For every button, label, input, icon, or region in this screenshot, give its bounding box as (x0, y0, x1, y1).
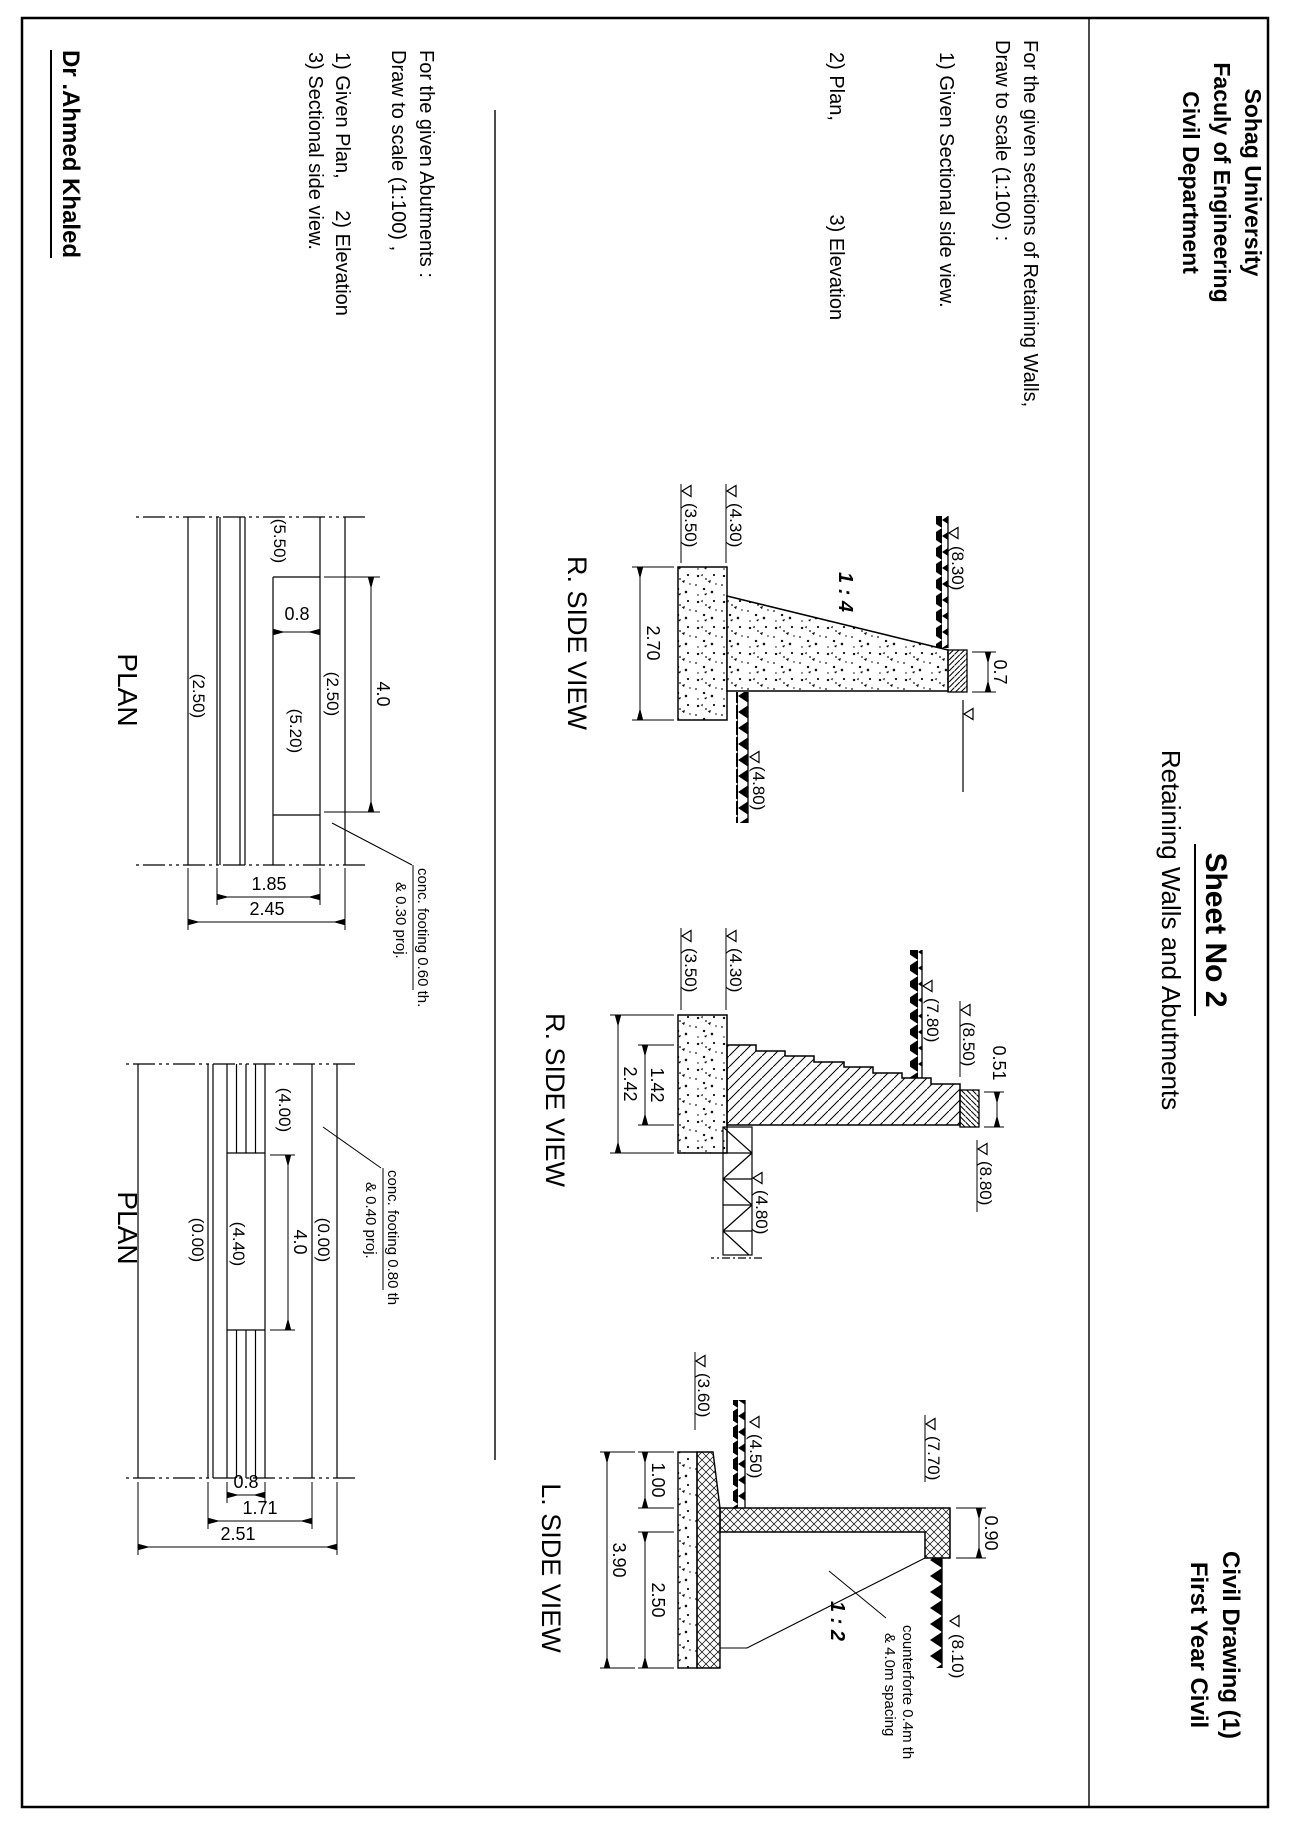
fig3-dim-toe: 1.00 (648, 1462, 668, 1498)
level-marker-icon (682, 486, 691, 497)
plan1-dim-stem: 0.8 (284, 604, 310, 624)
plan2-label4: (0.00) (188, 1217, 207, 1263)
fig1-dim-height: 2.70 (643, 625, 663, 661)
level-marker-icon (696, 1356, 705, 1367)
plan2-note (323, 1127, 401, 1305)
plan2-lines (125, 1064, 355, 1478)
sheet-title: Retaining Walls and Abutments (1156, 749, 1186, 1111)
fig3-level-ground-left: (4.50) (746, 1434, 765, 1479)
level-marker-icon (753, 1173, 762, 1184)
level-marker-icon (727, 486, 736, 497)
fig2-footing (678, 1015, 727, 1153)
plan1-note-line1: conc. footing 0.60 th. (414, 868, 431, 1008)
plan1-dim-wall: 1.85 (251, 874, 287, 894)
fig3-level-wall-top: (7.70) (924, 1436, 943, 1481)
fig3-level-footing: (3.60) (694, 1373, 713, 1418)
level-marker-icon (964, 709, 973, 720)
task-abutments-items12 (328, 52, 356, 316)
signature: Dr .Ahmed Khaled (50, 50, 84, 258)
faculty-name: Faculy of Engineering (1209, 62, 1235, 303)
plan2-title: PLAN (112, 1191, 143, 1265)
task-walls-item3: 3) Elevation (825, 214, 847, 321)
fig2-level-bottom: (3.50) (681, 948, 700, 993)
fig3-rc-footing (697, 1452, 720, 1668)
fig3-dim-heel: 2.50 (648, 1582, 668, 1618)
fig3-dim-cap: 0.90 (981, 1515, 1001, 1551)
task-abutments-intro (384, 50, 440, 278)
fig2-dim-stem: 1.42 (647, 1067, 667, 1103)
plan2-label3: (4.40) (229, 1221, 248, 1267)
sheet-number: Sheet No 2 (1194, 844, 1232, 1015)
task-abutments-item1: 1) Given Plan, (331, 52, 353, 179)
fig2-level-ground-left: (7.80) (923, 998, 942, 1043)
fig2-title: R. SIDE VIEW (540, 1012, 570, 1188)
plan2-dim-footing2: 2.51 (220, 1524, 256, 1544)
fig1-dim-cap: 0.7 (990, 659, 1010, 685)
level-marker-icon (961, 1005, 970, 1016)
fig2-dim-base: 2.42 (620, 1066, 640, 1102)
fig2-ground (910, 950, 922, 1078)
course-year: First Year Civil (1185, 1561, 1212, 1729)
level-marker-icon (682, 931, 691, 942)
plan1-dim-opening: 4.0 (373, 681, 393, 707)
plan1-dim-footing: 2.45 (249, 899, 285, 919)
task-walls-item2: 2) Plan, (825, 52, 847, 121)
task-abutments-line1: For the given Abutments : (415, 50, 437, 278)
fig3-plain-footing (678, 1452, 697, 1668)
course-name: Civil Drawing (1) (1217, 1550, 1244, 1740)
plan2-note-line1: conc. footing 0.80 th (384, 1170, 401, 1306)
level-marker-icon (727, 931, 736, 942)
plan1-label1: (5.50) (270, 518, 289, 564)
fig1-title: R. SIDE VIEW (562, 555, 592, 731)
level-marker-icon (750, 752, 759, 763)
fig1-slope-label: 1 : 4 (834, 571, 856, 613)
fig1-gravity-wall-section (562, 484, 1010, 823)
task-walls-line1: For the given sections of Retaining Walls, (1019, 40, 1041, 408)
task-walls-intro (988, 40, 1044, 407)
task-walls-items23 (822, 52, 850, 320)
task-abutments-item2: 2) Elevation (331, 210, 353, 316)
fig1-level-top: (4.30) (726, 503, 745, 548)
fig3-slope-label: 1 : 2 (826, 1600, 848, 1642)
fig2-cap (960, 1090, 979, 1127)
fig2-level-wing: (4.80) (752, 1190, 771, 1235)
fig2-stepped-wall-section (540, 928, 1009, 1258)
fig3-level-ground-right: (8.10) (948, 1634, 967, 1679)
plan1-label3: (5.20) (286, 708, 305, 754)
plan2-dim-stem: 0.8 (233, 1472, 259, 1492)
plan2-label1: (4.00) (275, 1087, 294, 1133)
fig2-dim-cap: 0.51 (989, 1045, 1009, 1081)
fig3-counterfort-wall-section (536, 1352, 1001, 1759)
title-block-university (1175, 40, 1268, 325)
plan1-label4: (2.50) (189, 673, 208, 719)
fig1-footing (678, 567, 727, 720)
task-walls-line2: Draw to scale (1:100) : (991, 40, 1013, 242)
fig2-wall (727, 1045, 960, 1125)
fig3-note-line1: counterforte 0.4m th (899, 1625, 916, 1760)
task-walls-item1: 1) Given Sectional side view. (935, 52, 957, 308)
plan1-note (332, 823, 431, 1007)
university-name: Sohag University (1240, 88, 1266, 277)
plan2-dimensions (138, 1155, 337, 1555)
level-marker-icon (923, 981, 932, 992)
fig1-cap (948, 650, 967, 692)
task-abutments-line2: Draw to scale (1:100) , (387, 50, 409, 252)
plan1-note-line2: & 0.30 proj. (392, 882, 409, 959)
task-abutments-item3: 3) Sectional side view. (304, 52, 326, 250)
level-marker-icon (978, 1144, 987, 1155)
title-block-sheet (1155, 740, 1232, 1120)
fig1-level-backfill: (4.80) (749, 766, 768, 811)
fig2-level-cap: (8.50) (959, 1022, 978, 1067)
level-marker-icon (950, 1616, 959, 1627)
fig3-stem (720, 1508, 950, 1558)
plan1-title: PLAN (112, 653, 143, 727)
plan2-label2: (0.00) (314, 1217, 333, 1263)
fig1-level-bottom: (3.50) (681, 503, 700, 548)
department-name: Civil Department (1178, 91, 1204, 274)
fig2-level-top: (4.30) (726, 948, 745, 993)
plan1-drawing (112, 517, 431, 1007)
level-marker-icon (926, 1419, 935, 1430)
fig3-note (829, 1571, 916, 1759)
plan2-drawing (112, 1064, 401, 1555)
plan2-note-line2: & 0.40 proj. (362, 1182, 379, 1259)
plan2-dim-wall: 1.71 (242, 1498, 278, 1518)
fig3-note-line2: & 4.0m spacing (881, 1633, 898, 1737)
title-block-course (1182, 1500, 1246, 1790)
plan1-label2: (2.50) (323, 671, 342, 717)
fig2-level-crest: (8.80) (976, 1161, 995, 1206)
plan2-dim-opening: 4.0 (290, 1229, 310, 1255)
fig3-title: L. SIDE VIEW (536, 1483, 566, 1653)
fig3-dim-footing: 3.90 (609, 1542, 629, 1578)
level-marker-icon (750, 1417, 759, 1428)
fig1-level-ground-left: (8.30) (948, 546, 967, 591)
level-marker-icon (949, 528, 958, 539)
